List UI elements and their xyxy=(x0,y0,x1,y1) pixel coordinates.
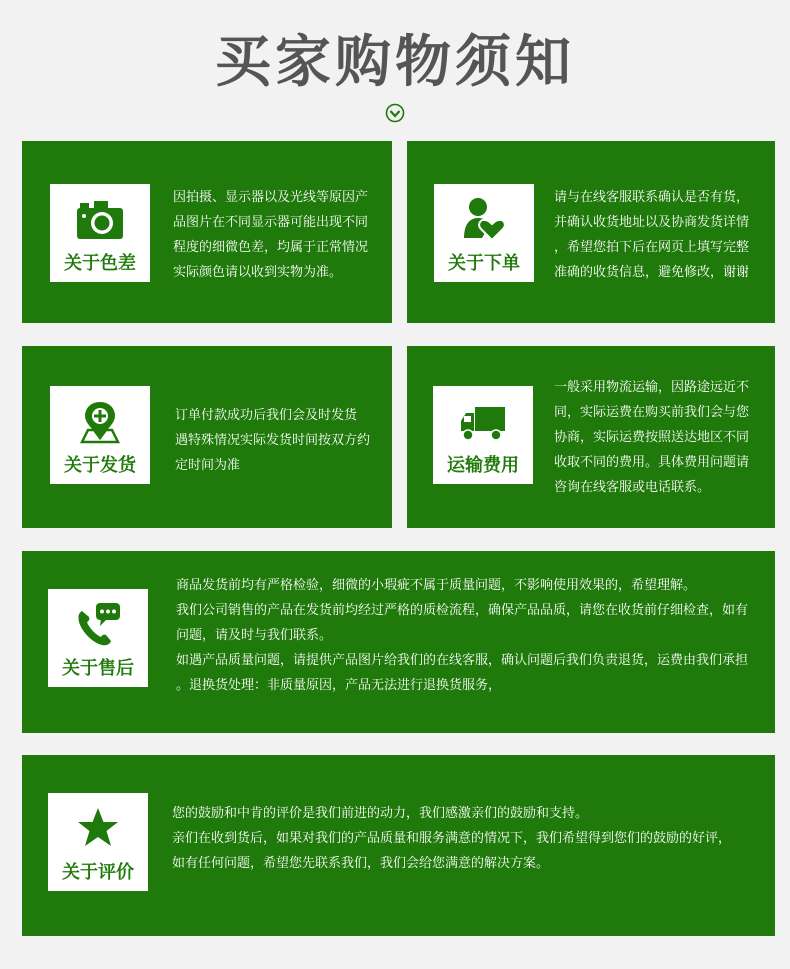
panel-text xyxy=(173,185,368,285)
panel-color-difference xyxy=(22,141,392,323)
panel-review xyxy=(22,755,775,936)
text-line: 品图片在不同显示器可能出现不同 xyxy=(173,215,369,230)
icon-box xyxy=(433,386,533,484)
panel-order xyxy=(407,141,775,323)
text-line: 如有任何问题，希望您先联系我们，我们会给您满意的解决方案。 xyxy=(172,856,550,871)
icon-box xyxy=(48,793,148,891)
text-line: 亲们在收到货后，如果对我们的产品质量和服务满意的情况下，我们希望得到您们的鼓励的好评， xyxy=(172,831,732,846)
phone-chat-icon xyxy=(74,601,122,647)
text-line: 请与在线客服联系确认是否有货， xyxy=(554,190,750,205)
text-line: 如遇产品质量问题，请提供产品图片给我们的在线客服，确认问题后我们负责退货，运费由我们承担 xyxy=(176,653,749,668)
icon-box xyxy=(50,386,150,484)
icon-box xyxy=(434,184,534,282)
text-line: 咨询在线客服或电话联系。 xyxy=(554,480,711,495)
panel-label: 关于评价 xyxy=(62,862,134,883)
truck-icon xyxy=(459,404,507,444)
panel-label: 关于发货 xyxy=(64,455,136,476)
text-line: 实际颜色请以收到实物为准。 xyxy=(173,265,343,280)
icon-box xyxy=(48,589,148,687)
page-title: 买家购物须知 xyxy=(215,29,575,95)
text-line: 。退换货处理：非质量原因，产品无法进行退换货服务， xyxy=(176,678,502,693)
panel-label: 关于下单 xyxy=(448,253,520,274)
text-line: 您的鼓励和中肯的评价是我们前进的动力，我们感激亲们的鼓励和支持。 xyxy=(172,806,589,821)
text-line: 程度的细微色差，均属于正常情况 xyxy=(173,240,369,255)
panel-text xyxy=(176,573,748,698)
panel-text xyxy=(554,375,749,500)
panel-label: 关于色差 xyxy=(64,253,136,274)
panel-text xyxy=(175,403,370,478)
text-line: 协商，实际运费按照送达地区不同 xyxy=(554,430,750,445)
text-line: 商品发货前均有严格检验，细微的小瑕疵不属于质量问题，不影响使用效果的，希望理解。 xyxy=(176,578,697,593)
panel-freight xyxy=(407,346,775,528)
text-line: 收取不同的费用。具体费用问题请 xyxy=(554,455,750,470)
star-icon xyxy=(76,807,120,849)
text-line: ，希望您拍下后在网页上填写完整 xyxy=(554,240,750,255)
panel-text xyxy=(172,801,731,876)
panel-label: 关于售后 xyxy=(62,658,134,679)
text-line: 订单付款成功后我们会及时发货 xyxy=(175,408,358,423)
chevron-down-icon xyxy=(385,103,405,123)
text-line: 因拍摄、显示器以及光线等原因产 xyxy=(173,190,369,205)
text-line: 遇特殊情况实际发货时间按双方约 xyxy=(175,433,371,448)
icon-box xyxy=(50,184,150,282)
person-heart-icon xyxy=(462,196,506,242)
text-line: 定时间为准 xyxy=(175,458,241,473)
location-pin-icon xyxy=(78,400,122,444)
text-line: 并确认收货地址以及协商发货详情 xyxy=(554,215,750,230)
text-line: 准确的收货信息，避免修改，谢谢 xyxy=(554,265,750,280)
text-line: 我们公司销售的产品在发货前均经过严格的质检流程，确保产品品质，请您在收货前仔细检查，如有 xyxy=(176,603,749,618)
text-line: 同，实际运费在购买前我们会与您 xyxy=(554,405,750,420)
panel-shipping xyxy=(22,346,392,528)
panel-text xyxy=(554,185,749,285)
panel-label: 运输费用 xyxy=(447,455,519,476)
camera-icon xyxy=(75,199,125,241)
text-line: 问题，请及时与我们联系。 xyxy=(176,628,333,643)
panel-after-sale xyxy=(22,551,775,733)
text-line: 一般采用物流运输，因路途远近不 xyxy=(554,380,750,395)
